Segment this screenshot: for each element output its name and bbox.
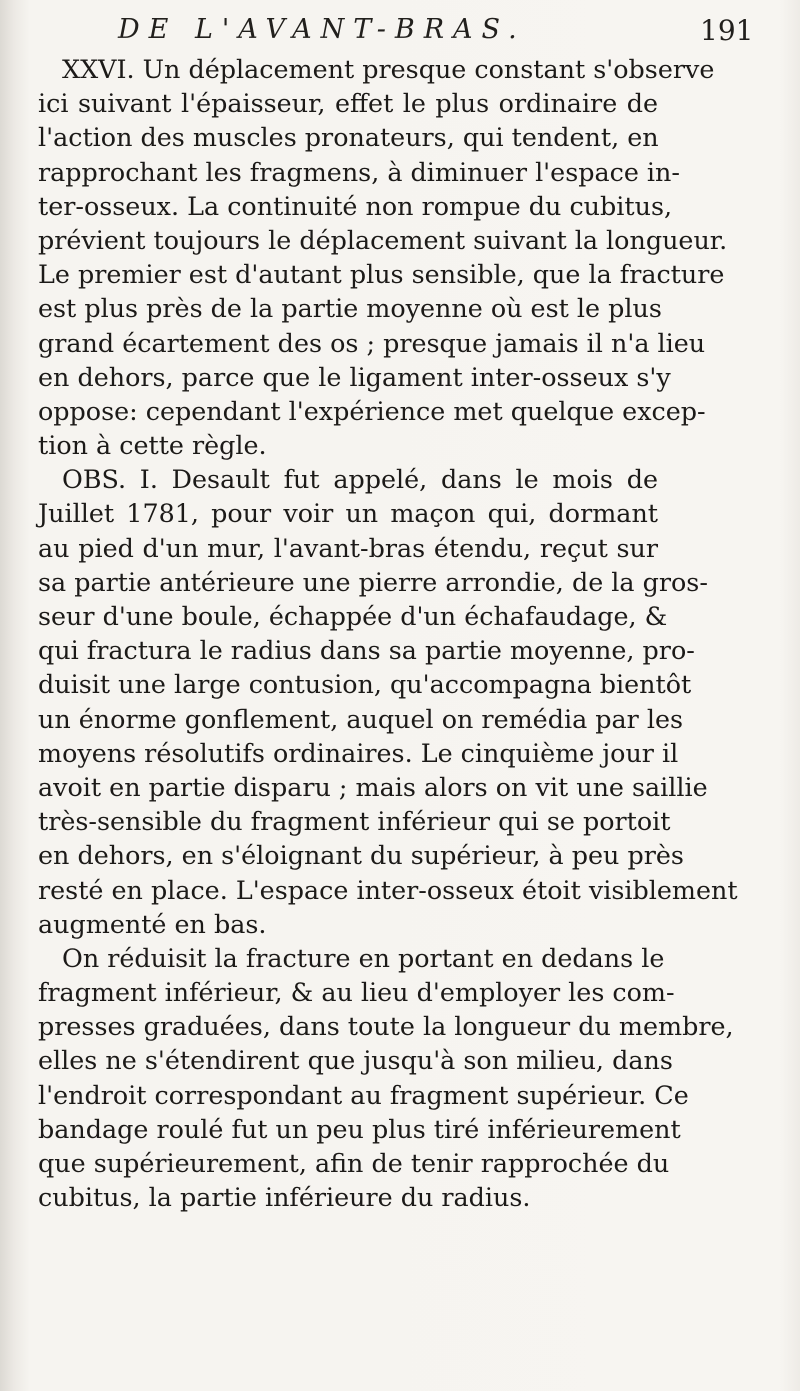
text-line: OBS. I. Desault fut appelé, dans le mois de <box>62 464 658 495</box>
text-line: sa partie antérieure une pierre arrondie, de la gros- <box>38 566 708 597</box>
text-line: Le premier est d'autant plus sensible, que la fracture <box>38 259 725 290</box>
text-line: en dehors, parce que le ligament inter-osseux s'y <box>38 361 671 392</box>
text-line: moyens résolutifs ordinaires. Le cinquième jour il <box>38 737 679 768</box>
text-line: au pied d'un mur, l'avant-bras étendu, reçut sur <box>38 532 658 563</box>
text-line: prévient toujours le déplacement suivant la longueur. <box>38 224 728 255</box>
text-line: que supérieurement, afin de tenir rapprochée du <box>38 1148 670 1178</box>
text-line: en dehors, en s'éloignant du supérieur, à peu près <box>38 840 684 871</box>
text-line: tion à cette règle. <box>38 430 267 461</box>
text-line: ter-osseux. La continuité non rompue du cubitus, <box>38 190 673 221</box>
text-line: augmenté en bas. <box>38 908 267 939</box>
text-line: duisit une large contusion, qu'accompagna bientôt <box>38 669 692 700</box>
text-line: cubitus, la partie inférieure du radius. <box>38 1182 531 1213</box>
text-line: grand écartement des os ; presque jamais il n'a lieu <box>38 327 706 358</box>
text-line: rapprochant les fragmens, à diminuer l'espace in- <box>38 156 680 187</box>
text-line: oppose: cependant l'expérience met quelque excep- <box>38 395 706 426</box>
text-line: seur d'une boule, échappée d'un échafaudage, & <box>38 601 668 631</box>
text-line: l'action des muscles pronateurs, qui tendent, en <box>38 122 659 153</box>
text-line: l'endroit correspondant au fragment supérieur. Ce <box>38 1079 689 1110</box>
page-number: 191 <box>700 14 754 47</box>
text-line: est plus près de la partie moyenne où est le plus <box>38 293 662 324</box>
body-text <box>38 52 738 1214</box>
running-head: DE L'AVANT-BRAS. <box>118 14 526 45</box>
text-line: elles ne s'étendirent que jusqu'à son milieu, dans <box>38 1045 673 1076</box>
text-line: presses graduées, dans toute la longueur du membre, <box>38 1011 734 1042</box>
text-line: ici suivant l'épaisseur, effet le plus ordinaire de <box>38 88 658 119</box>
text-line: Juillet 1781, pour voir un maçon qui, dormant <box>38 498 658 529</box>
text-line: resté en place. L'espace inter-osseux étoit visiblement <box>38 874 738 905</box>
text-line: XXVI. Un déplacement presque constant s'observe <box>62 54 715 84</box>
text-line: un énorme gonflement, auquel on remédia par les <box>38 703 684 734</box>
text-line: qui fractura le radius dans sa partie moyenne, pro- <box>38 635 695 666</box>
text-line: avoit en partie disparu ; mais alors on vit une saillie <box>38 771 708 802</box>
text-line: On réduisit la fracture en portant en dedans le <box>62 942 665 973</box>
text-line: bandage roulé fut un peu plus tiré inférieurement <box>38 1113 681 1144</box>
text-line: fragment inférieur, & au lieu d'employer les com- <box>38 977 675 1008</box>
text-line: très-sensible du fragment inférieur qui se portoit <box>38 806 671 837</box>
